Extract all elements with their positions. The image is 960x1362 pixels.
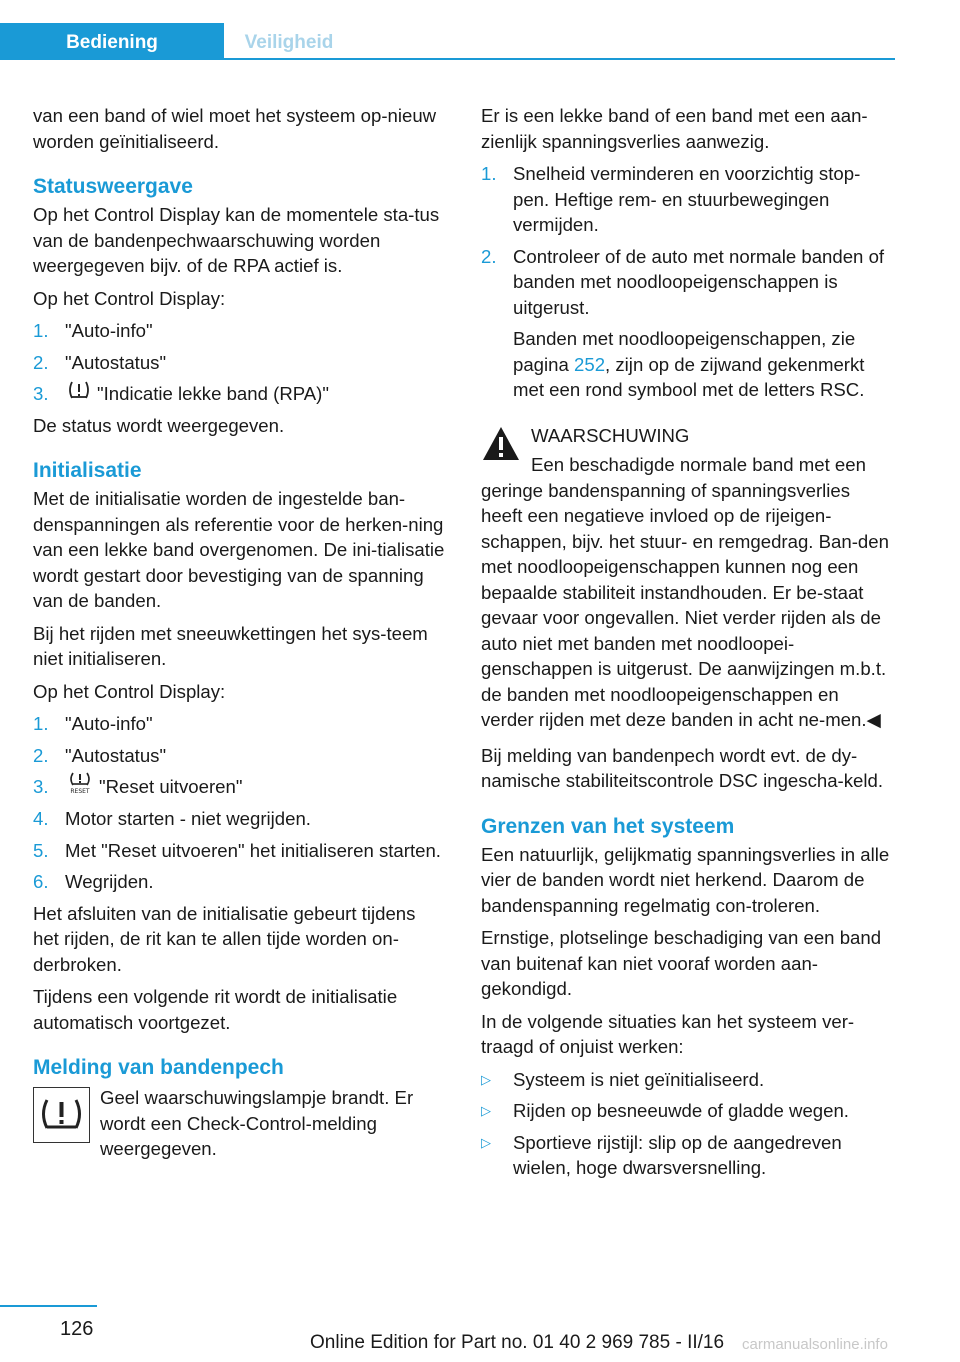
intro-text: van een band of wiel moet het systeem op-nieuw worden geïnitialiseerd. bbox=[33, 105, 437, 152]
warning-block bbox=[481, 423, 894, 733]
bullet-triangle-icon: ▷ bbox=[481, 1103, 491, 1118]
status-steps bbox=[33, 318, 446, 407]
reset-icon-label: RESET bbox=[70, 787, 90, 794]
list-item bbox=[33, 350, 446, 376]
step-text: "Autostatus" bbox=[65, 351, 167, 373]
step-number: 5. bbox=[33, 839, 49, 861]
list-item bbox=[481, 1067, 894, 1093]
step-extra-b: , zijn op de zijwand gekenmerkt met een rond symbool met de letters RSC. bbox=[513, 353, 865, 400]
tire-pressure-warning-lamp-icon bbox=[33, 1087, 90, 1143]
heading-melding-bandenpech: Melding van bandenpech bbox=[33, 1056, 284, 1080]
list-item bbox=[33, 869, 446, 895]
list-item bbox=[33, 318, 446, 344]
edition-footer: Online Edition for Part no. 01 40 2 969 785 - II/16 bbox=[310, 1332, 725, 1353]
tab-veiligheid[interactable]: Veiligheid bbox=[244, 32, 334, 53]
step-text: Controleer of de auto met normale banden of banden met noodloopeigenschappen is uitgerust. bbox=[513, 245, 885, 318]
bullet-triangle-icon: ▷ bbox=[481, 1134, 491, 1150]
list-item bbox=[481, 1130, 894, 1181]
limits-text-2: Ernstige, plotselinge beschadiging van een band van buitenaf kan niet vooraf worden aan-gekondigd. bbox=[481, 927, 882, 999]
list-item bbox=[481, 161, 894, 238]
step-text: Snelheid verminderen en voorzichtig stop-pen. Heftige rem- en stuurbewegingen vermijden. bbox=[513, 163, 861, 235]
list-item bbox=[33, 774, 446, 800]
status-control-display: Op het Control Display: bbox=[33, 287, 226, 309]
init-control-display: Op het Control Display: bbox=[33, 680, 226, 702]
dsc-text: Bij melding van bandenpech wordt evt. de dy-namische stabiliteitscontrole DSC ingescha-keld. bbox=[481, 744, 884, 791]
status-result: De status wordt weergegeven. bbox=[33, 414, 285, 436]
status-text: Op het Control Display kan de momentele sta-tus van de bandenpechwaarschuwing worden weergegeven bijv. of de RPA actief is. bbox=[33, 204, 440, 276]
limits-list bbox=[481, 1067, 894, 1181]
warning-triangle-icon bbox=[481, 425, 521, 463]
tab-bediening[interactable]: Bediening bbox=[0, 23, 224, 60]
step-number: 2. bbox=[481, 245, 497, 267]
step-extra bbox=[513, 326, 894, 403]
warning-title: WAARSCHUWING bbox=[531, 424, 690, 446]
step-text: "Auto-info" bbox=[65, 320, 153, 341]
init-steps bbox=[33, 711, 446, 895]
limits-text-3: In de volgende situaties kan het systeem ver-traagd of onjuist werken: bbox=[481, 1010, 855, 1057]
init-end-2: Tijdens een volgende rit wordt de initialisatie automatisch voortgezet. bbox=[33, 986, 398, 1033]
pech-text: Geel waarschuwingslampje brandt. Er wordt een Check-Control-melding weergegeven. bbox=[100, 1087, 414, 1160]
step-text: Wegrijden. bbox=[65, 871, 154, 893]
list-item bbox=[33, 711, 446, 737]
item-text: Rijden op besneeuwde of gladde wegen. bbox=[513, 1100, 849, 1121]
step-number: 3. bbox=[33, 383, 49, 404]
list-item bbox=[481, 1098, 894, 1124]
step-text: "Autostatus" bbox=[65, 744, 167, 766]
bullet-triangle-icon: ▷ bbox=[481, 1071, 491, 1087]
init-end-1: Het afsluiten van de initialisatie gebeurt tijdens het rijden, de rit kan te allen tijde worden on-derbroken. bbox=[33, 902, 416, 975]
left-column bbox=[33, 103, 446, 1169]
list-item bbox=[33, 743, 446, 769]
item-text: Systeem is niet geïnitialiseerd. bbox=[513, 1068, 765, 1090]
init-chains: Bij het rijden met sneeuwkettingen het sys-teem niet initialiseren. bbox=[33, 622, 428, 669]
list-item bbox=[481, 244, 894, 403]
step-text: "Reset uitvoeren" bbox=[99, 776, 243, 797]
tire-warning-icon bbox=[67, 380, 91, 407]
header-rule bbox=[0, 58, 895, 60]
page-number-rule bbox=[0, 1305, 97, 1307]
step-number: 1. bbox=[33, 320, 49, 341]
step-number: 2. bbox=[33, 744, 49, 766]
step-text: "Indicatie lekke band (RPA)" bbox=[97, 383, 329, 404]
page-link[interactable]: 252 bbox=[574, 353, 606, 375]
step-number: 2. bbox=[33, 351, 49, 373]
init-text: Met de initialisatie worden de ingestelde ban-denspanningen als referentie voor de herken-ning van een lekke band overgenomen. De ini-tialisatie wordt gestart door bevestiging van de spanning van de banden. bbox=[33, 488, 445, 611]
step-extra-a: Banden met noodloopeigenschappen, zie pagina bbox=[513, 328, 856, 375]
heading-statusweergave: Statusweergave bbox=[33, 175, 193, 198]
item-text: Sportieve rijstijl: slip op de aangedreven wielen, hoge dwarsversnelling. bbox=[513, 1131, 842, 1178]
right-intro: Er is een lekke band of een band met een aan-zienlijk spanningsverlies aanwezig. bbox=[481, 105, 868, 152]
limits-text-1: Een natuurlijk, gelijkmatig spanningsverlies in alle vier de banden wordt niet herkend. Daarom de bandenspanning regelmatig con-troleren. bbox=[481, 843, 890, 916]
page-number: 126 bbox=[60, 1318, 94, 1340]
step-number: 1. bbox=[481, 163, 497, 184]
warning-text: Een beschadigde normale band met een geringe bandenspanning of spanningsverlies heeft een negatieve invloed op de rijeigen-schappen, bijv. het stuur- en remgedrag. Ban-den met noodloopeigenschappen kunnen nog een bepaalde stabiliteit instandhouden. Er be-staat gevaar voor ongevallen. Niet verder rijden als de auto niet met banden met noodloopei-genschappen is uitgerust. De aanwijzingen m.b.t. de banden met noodloopeigenschappen en verder rijden met deze banden in acht ne-men.◀ bbox=[481, 454, 889, 730]
pech-steps bbox=[481, 161, 894, 403]
watermark: carmanualsonline.info bbox=[742, 1336, 888, 1353]
step-number: 6. bbox=[33, 871, 49, 893]
pech-block bbox=[33, 1085, 446, 1169]
right-column bbox=[481, 103, 894, 1187]
heading-initialisatie: Initialisatie bbox=[33, 459, 142, 482]
chapter-tabs bbox=[0, 23, 895, 60]
step-text: Met "Reset uitvoeren" het initialiseren starten. bbox=[65, 839, 441, 861]
step-text: "Auto-info" bbox=[65, 713, 153, 734]
tire-reset-icon bbox=[67, 772, 93, 801]
step-number: 4. bbox=[33, 808, 49, 830]
step-text: Motor starten - niet wegrijden. bbox=[65, 808, 311, 830]
step-number: 1. bbox=[33, 713, 49, 734]
list-item bbox=[33, 806, 446, 832]
list-item bbox=[33, 838, 446, 864]
heading-grenzen: Grenzen van het systeem bbox=[481, 814, 735, 838]
step-number: 3. bbox=[33, 776, 49, 797]
list-item bbox=[33, 381, 446, 407]
